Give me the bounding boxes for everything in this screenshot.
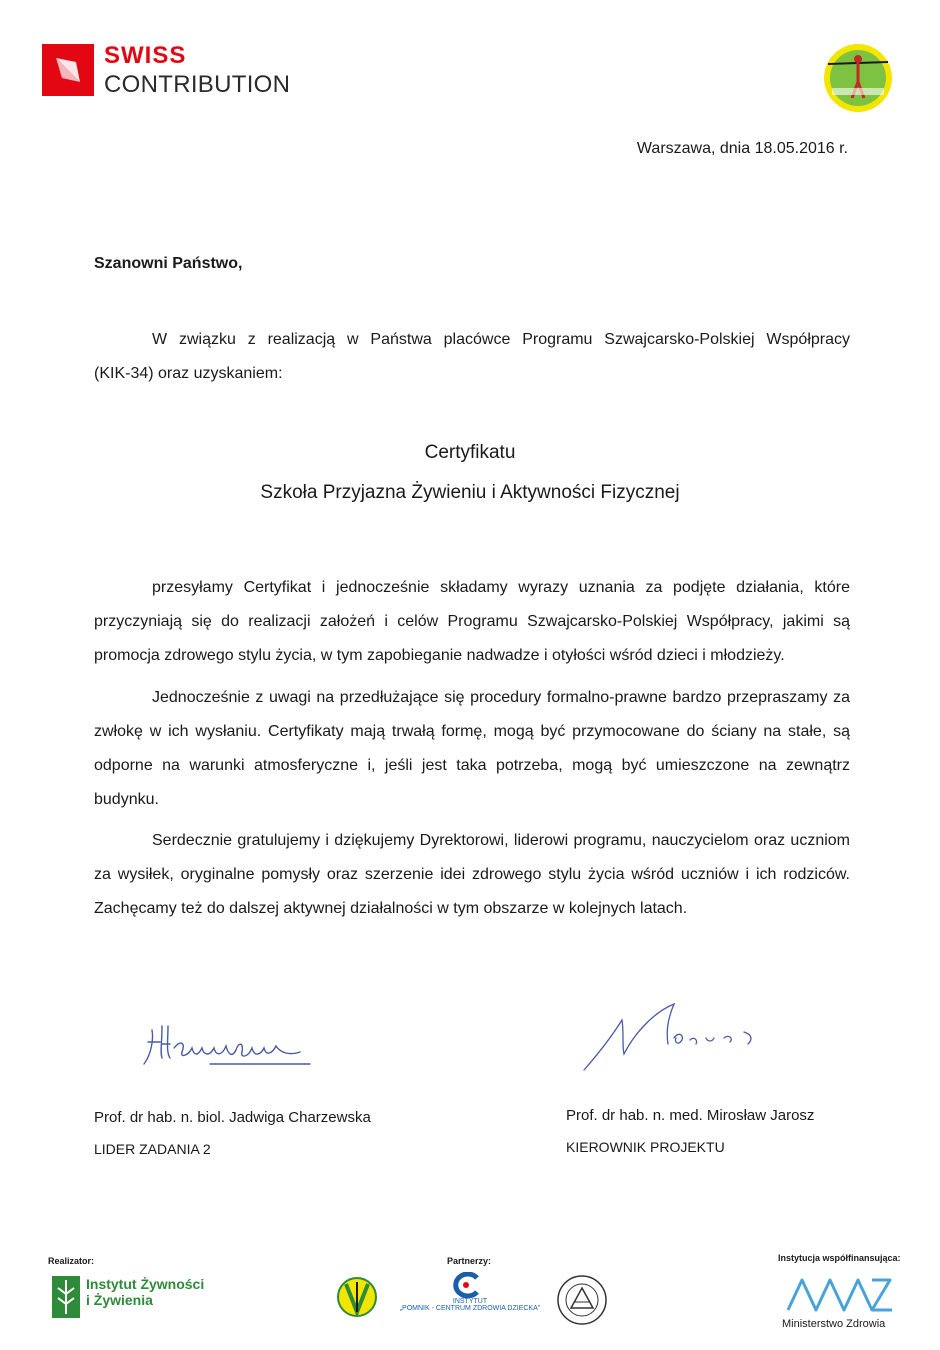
salutation: Szanowni Państwo,	[94, 255, 243, 272]
partners-label: Partnerzy:	[447, 1256, 492, 1266]
signatory-name-2: Prof. dr hab. n. med. Mirosław Jarosz	[566, 1107, 815, 1124]
ministry-name: Ministerstwo Zdrowia	[782, 1318, 886, 1330]
partner-emblem-icon	[336, 1274, 378, 1325]
signature-jarosz	[578, 998, 778, 1083]
letter-date: Warszawa, dnia 18.05.2016 r.	[636, 140, 848, 157]
intro-paragraph	[94, 323, 850, 391]
logo-line-contribution: CONTRIBUTION	[104, 71, 291, 98]
izz-name-line-2: i Żywienia	[86, 1292, 153, 1308]
izz-name	[86, 1276, 204, 1308]
intro-line-1: W związku z realizacją w Państwa placówce Programu Szwajcarsko-Polskiej Współpracy	[152, 331, 850, 348]
certificate-name: Szkoła Przyjazna Żywieniu i Aktywności Fizycznej	[260, 482, 680, 503]
body-paragraph-1: przesyłamy Certyfikat i jednocześnie składamy wyrazy uznania za podjęte działania, które przyczyniają się do realizacji założeń i celów Programu Szwajcarsko-Polskiej Współpracy, jakimi są promocja zdrowego stylu życia, w tym zapobieganie nadwadze i otyłości wśród dzieci i młodzieży.	[94, 579, 850, 664]
intro-line-2: (KIK-34) oraz uzyskaniem:	[94, 365, 283, 382]
signatory-role-1: LIDER ZADANIA 2	[94, 1141, 211, 1157]
partner-seal-icon	[556, 1274, 608, 1331]
certificate-title: Certyfikatu	[424, 442, 516, 463]
body-paragraph-3: Serdecznie gratulujemy i dziękujemy Dyrektorowi, liderowi programu, nauczycielom oraz uczniom za wysiłek, oryginalne pomysły oraz szerzenie idei zdrowego stylu życia wśród uczniów i ich rodziców. Zachęcamy też do dalszej aktywnej działalności w tym obszarze w kolejnych latach.	[94, 832, 850, 917]
realizator-label: Realizator:	[48, 1256, 95, 1266]
izz-logo-icon	[52, 1276, 80, 1323]
footer-divider	[48, 1248, 898, 1249]
czd-name-line-1: INSTYTUT	[452, 1298, 488, 1305]
cofinance-label: Instytucja współfinansująca:	[778, 1253, 901, 1263]
logo-line-swiss: SWISS	[104, 42, 187, 69]
swiss-flag-icon	[42, 44, 94, 96]
program-emblem-icon	[818, 42, 898, 114]
czd-name-line-2: „POMNIK - CENTRUM ZDROWIA DZIECKA"	[399, 1305, 541, 1312]
signatory-role-2: KIEROWNIK PROJEKTU	[566, 1139, 725, 1155]
signatory-name-1: Prof. dr hab. n. biol. Jadwiga Charzewska	[94, 1109, 371, 1126]
izz-name-line-1: Instytut Żywności	[86, 1276, 205, 1292]
swiss-contribution-logo	[42, 44, 292, 100]
signature-charzewska	[140, 1012, 320, 1077]
ministry-logo-icon	[786, 1274, 894, 1319]
body-paragraph-2: Jednocześnie z uwagi na przedłużające się procedury formalno-prawne bardzo przepraszamy za zwłokę w ich wysłaniu. Certyfikaty mają trwałą formę, mogą być przymocowane do ściany na stałe, są odporne na warunki atmosferyczne i, jeśli jest taka potrzeba, mogą być umieszczone na zewnątrz budynku.	[94, 689, 850, 808]
czd-name	[395, 1298, 545, 1312]
